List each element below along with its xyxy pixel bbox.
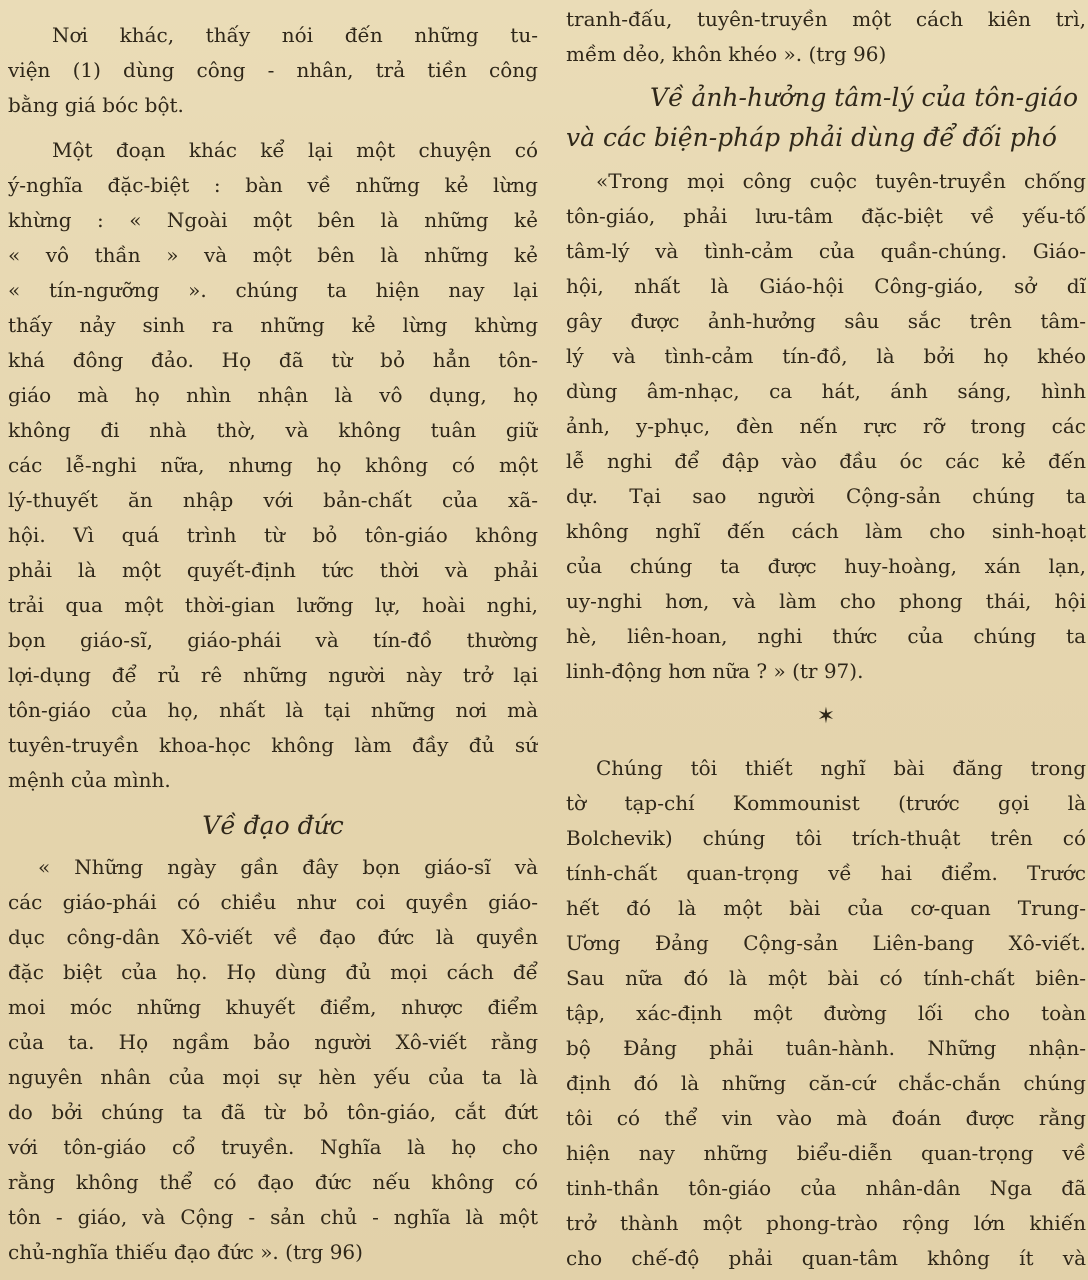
text-line: hội. Vì quá trình từ bỏ tôn-giáo không	[8, 523, 538, 547]
text-line: giáo mà họ nhìn nhận là vô dụng, họ	[8, 383, 538, 407]
text-line: moi móc những khuyết điểm, nhược điểm	[8, 995, 538, 1019]
text-line: trải qua một thời-gian lưỡng lự, hoài nghi,	[8, 593, 538, 617]
text-line: tôn - giáo, và Cộng - sản chủ - nghĩa là một	[8, 1205, 538, 1229]
text-line: rằng không thể có đạo đức nếu không có	[8, 1170, 538, 1194]
text-line: tuyên-truyền khoa-học không làm đầy đủ sứ	[8, 733, 538, 757]
text-line: tôn-giáo, phải lưu-tâm đặc-biệt về yếu-tố	[566, 204, 1086, 228]
text-line: của ta. Họ ngầm bảo người Xô-viết rằng	[8, 1030, 538, 1054]
text-line: dự. Tại sao người Cộng-sản chúng ta	[566, 484, 1086, 508]
text-line: ảnh, y-phục, đèn nến rực rỡ trong các	[566, 414, 1086, 438]
text-line: hiện nay những biểu-diễn quan-trọng về	[566, 1141, 1086, 1165]
text-line: khá đông đảo. Họ đã từ bỏ hẳn tôn-	[8, 348, 538, 372]
text-line: mềm dẻo, khôn khéo ». (trg 96)	[566, 42, 887, 66]
text-line: Ương Đảng Cộng-sản Liên-bang Xô-viết.	[566, 931, 1086, 955]
text-line: không đi nhà thờ, và không tuân giữ	[8, 418, 538, 442]
text-line: mệnh của mình.	[8, 768, 171, 792]
left-column	[8, 0, 538, 1270]
text-line: chủ-nghĩa thiếu đạo đức ». (trg 96)	[8, 1240, 363, 1264]
text-line: các giáo-phái có chiều như coi quyền giáo-	[8, 890, 538, 914]
text-line: « tín-ngưỡng ». chúng ta hiện nay lại	[8, 278, 538, 302]
text-line: phải là một quyết-định tức thời và phải	[8, 558, 538, 582]
text-line: Sau nữa đó là một bài có tính-chất biên-	[566, 966, 1086, 990]
text-line: bộ Đảng phải tuân-hành. Những nhận-	[566, 1036, 1086, 1060]
text-line: viện (1) dùng công - nhân, trả tiền công	[8, 58, 538, 82]
left-paragraph-1	[8, 18, 538, 123]
text-line: tâm-lý và tình-cảm của quần-chúng. Giáo-	[566, 239, 1086, 263]
text-line: tinh-thần tôn-giáo của nhân-dân Nga đã	[566, 1176, 1086, 1200]
text-line: hè, liên-hoan, nghi thức của chúng ta	[566, 624, 1086, 648]
text-line: tính-chất quan-trọng về hai điểm. Trước	[566, 861, 1086, 885]
text-line: với tôn-giáo cổ truyền. Nghĩa là họ cho	[8, 1135, 538, 1159]
right-paragraph-3	[566, 751, 1086, 1276]
text-line: Bolchevik) chúng tôi trích-thuật trên có	[566, 826, 1086, 850]
text-line: cho chế-độ phải quan-tâm không ít và	[566, 1246, 1086, 1270]
text-line: tôn-giáo của họ, nhất là tại những nơi mà	[8, 698, 538, 722]
text-line: tranh-đấu, tuyên-truyền một cách kiên trì,	[566, 7, 1086, 31]
text-line: dục công-dân Xô-viết về đạo đức là quyền	[8, 925, 538, 949]
text-line: dùng âm-nhạc, ca hát, ánh sáng, hình	[566, 379, 1086, 403]
text-line: thấy nảy sinh ra những kẻ lừng khừng	[8, 313, 538, 337]
text-line: đặc biệt của họ. Họ dùng đủ mọi cách để	[8, 960, 538, 984]
text-line: « Những ngày gần đây bọn giáo-sĩ và	[38, 855, 538, 879]
text-line: định đó là những căn-cứ chắc-chắn chúng	[566, 1071, 1086, 1095]
text-line: lý-thuyết ăn nhập với bản-chất của xã-	[8, 488, 538, 512]
heading-line: và các biện-pháp phải dùng để đối phó	[566, 123, 1057, 152]
heading-line: Về ảnh-hưởng tâm-lý của tôn-giáo	[650, 83, 1078, 112]
section-heading-dao-duc: Về đạo đức	[202, 811, 344, 840]
text-line: không nghĩ đến cách làm cho sinh-hoạt	[566, 519, 1086, 543]
text-line: hội, nhất là Giáo-hội Công-giáo, sở dĩ	[566, 274, 1086, 298]
left-paragraph-2	[8, 133, 538, 798]
text-line: « vô thần » và một bên là những kẻ	[8, 243, 538, 267]
text-line: trở thành một phong-trào rộng lớn khiến	[566, 1211, 1086, 1235]
text-line: lợi-dụng để rủ rê những người này trở lại	[8, 663, 538, 687]
text-line: các lễ-nghi nữa, nhưng họ không có một	[8, 453, 538, 477]
text-line: do bởi chúng ta đã từ bỏ tôn-giáo, cắt đứt	[8, 1100, 538, 1124]
text-line: Chúng tôi thiết nghĩ bài đăng trong	[596, 756, 1086, 780]
text-line: lý và tình-cảm tín-đồ, là bởi họ khéo	[566, 344, 1086, 368]
text-line: gây được ảnh-hưởng sâu sắc trên tâm-	[566, 309, 1086, 333]
right-paragraph-1	[566, 2, 1086, 72]
section-heading-anh-huong	[566, 78, 1086, 158]
text-line: linh-động hơn nữa ? » (tr 97).	[566, 659, 864, 683]
text-line: lễ nghi để đập vào đầu óc các kẻ đến	[566, 449, 1086, 473]
text-line: uy-nghi hơn, và làm cho phong thái, hội	[566, 589, 1086, 613]
text-line: Nơi khác, thấy nói đến những tu-	[52, 23, 538, 47]
text-line: của chúng ta được huy-hoàng, xán lạn,	[566, 554, 1086, 578]
text-line: tờ tạp-chí Kommounist (trước gọi là	[566, 791, 1086, 815]
text-line: nguyên nhân của mọi sự hèn yếu của ta là	[8, 1065, 538, 1089]
left-paragraph-3	[8, 850, 538, 1270]
text-line: bọn giáo-sĩ, giáo-phái và tín-đồ thường	[8, 628, 538, 652]
right-paragraph-2	[566, 164, 1086, 689]
text-line: Một đoạn khác kể lại một chuyện có	[52, 138, 538, 162]
text-line: ý-nghĩa đặc-biệt : bàn về những kẻ lừng	[8, 173, 538, 197]
text-line: tôi có thể vin vào mà đoán được rằng	[566, 1106, 1086, 1130]
text-line: «Trong mọi công cuộc tuyên-truyền chống	[596, 169, 1086, 193]
right-column	[566, 0, 1086, 1276]
text-line: hết đó là một bài của cơ-quan Trung-	[566, 896, 1086, 920]
text-line: tập, xác-định một đường lối cho toàn	[566, 1001, 1086, 1025]
text-line: khừng : « Ngoài một bên là những kẻ	[8, 208, 538, 232]
star-ornament-icon: ✶	[816, 704, 836, 729]
text-line: bằng giá bóc bột.	[8, 93, 184, 117]
